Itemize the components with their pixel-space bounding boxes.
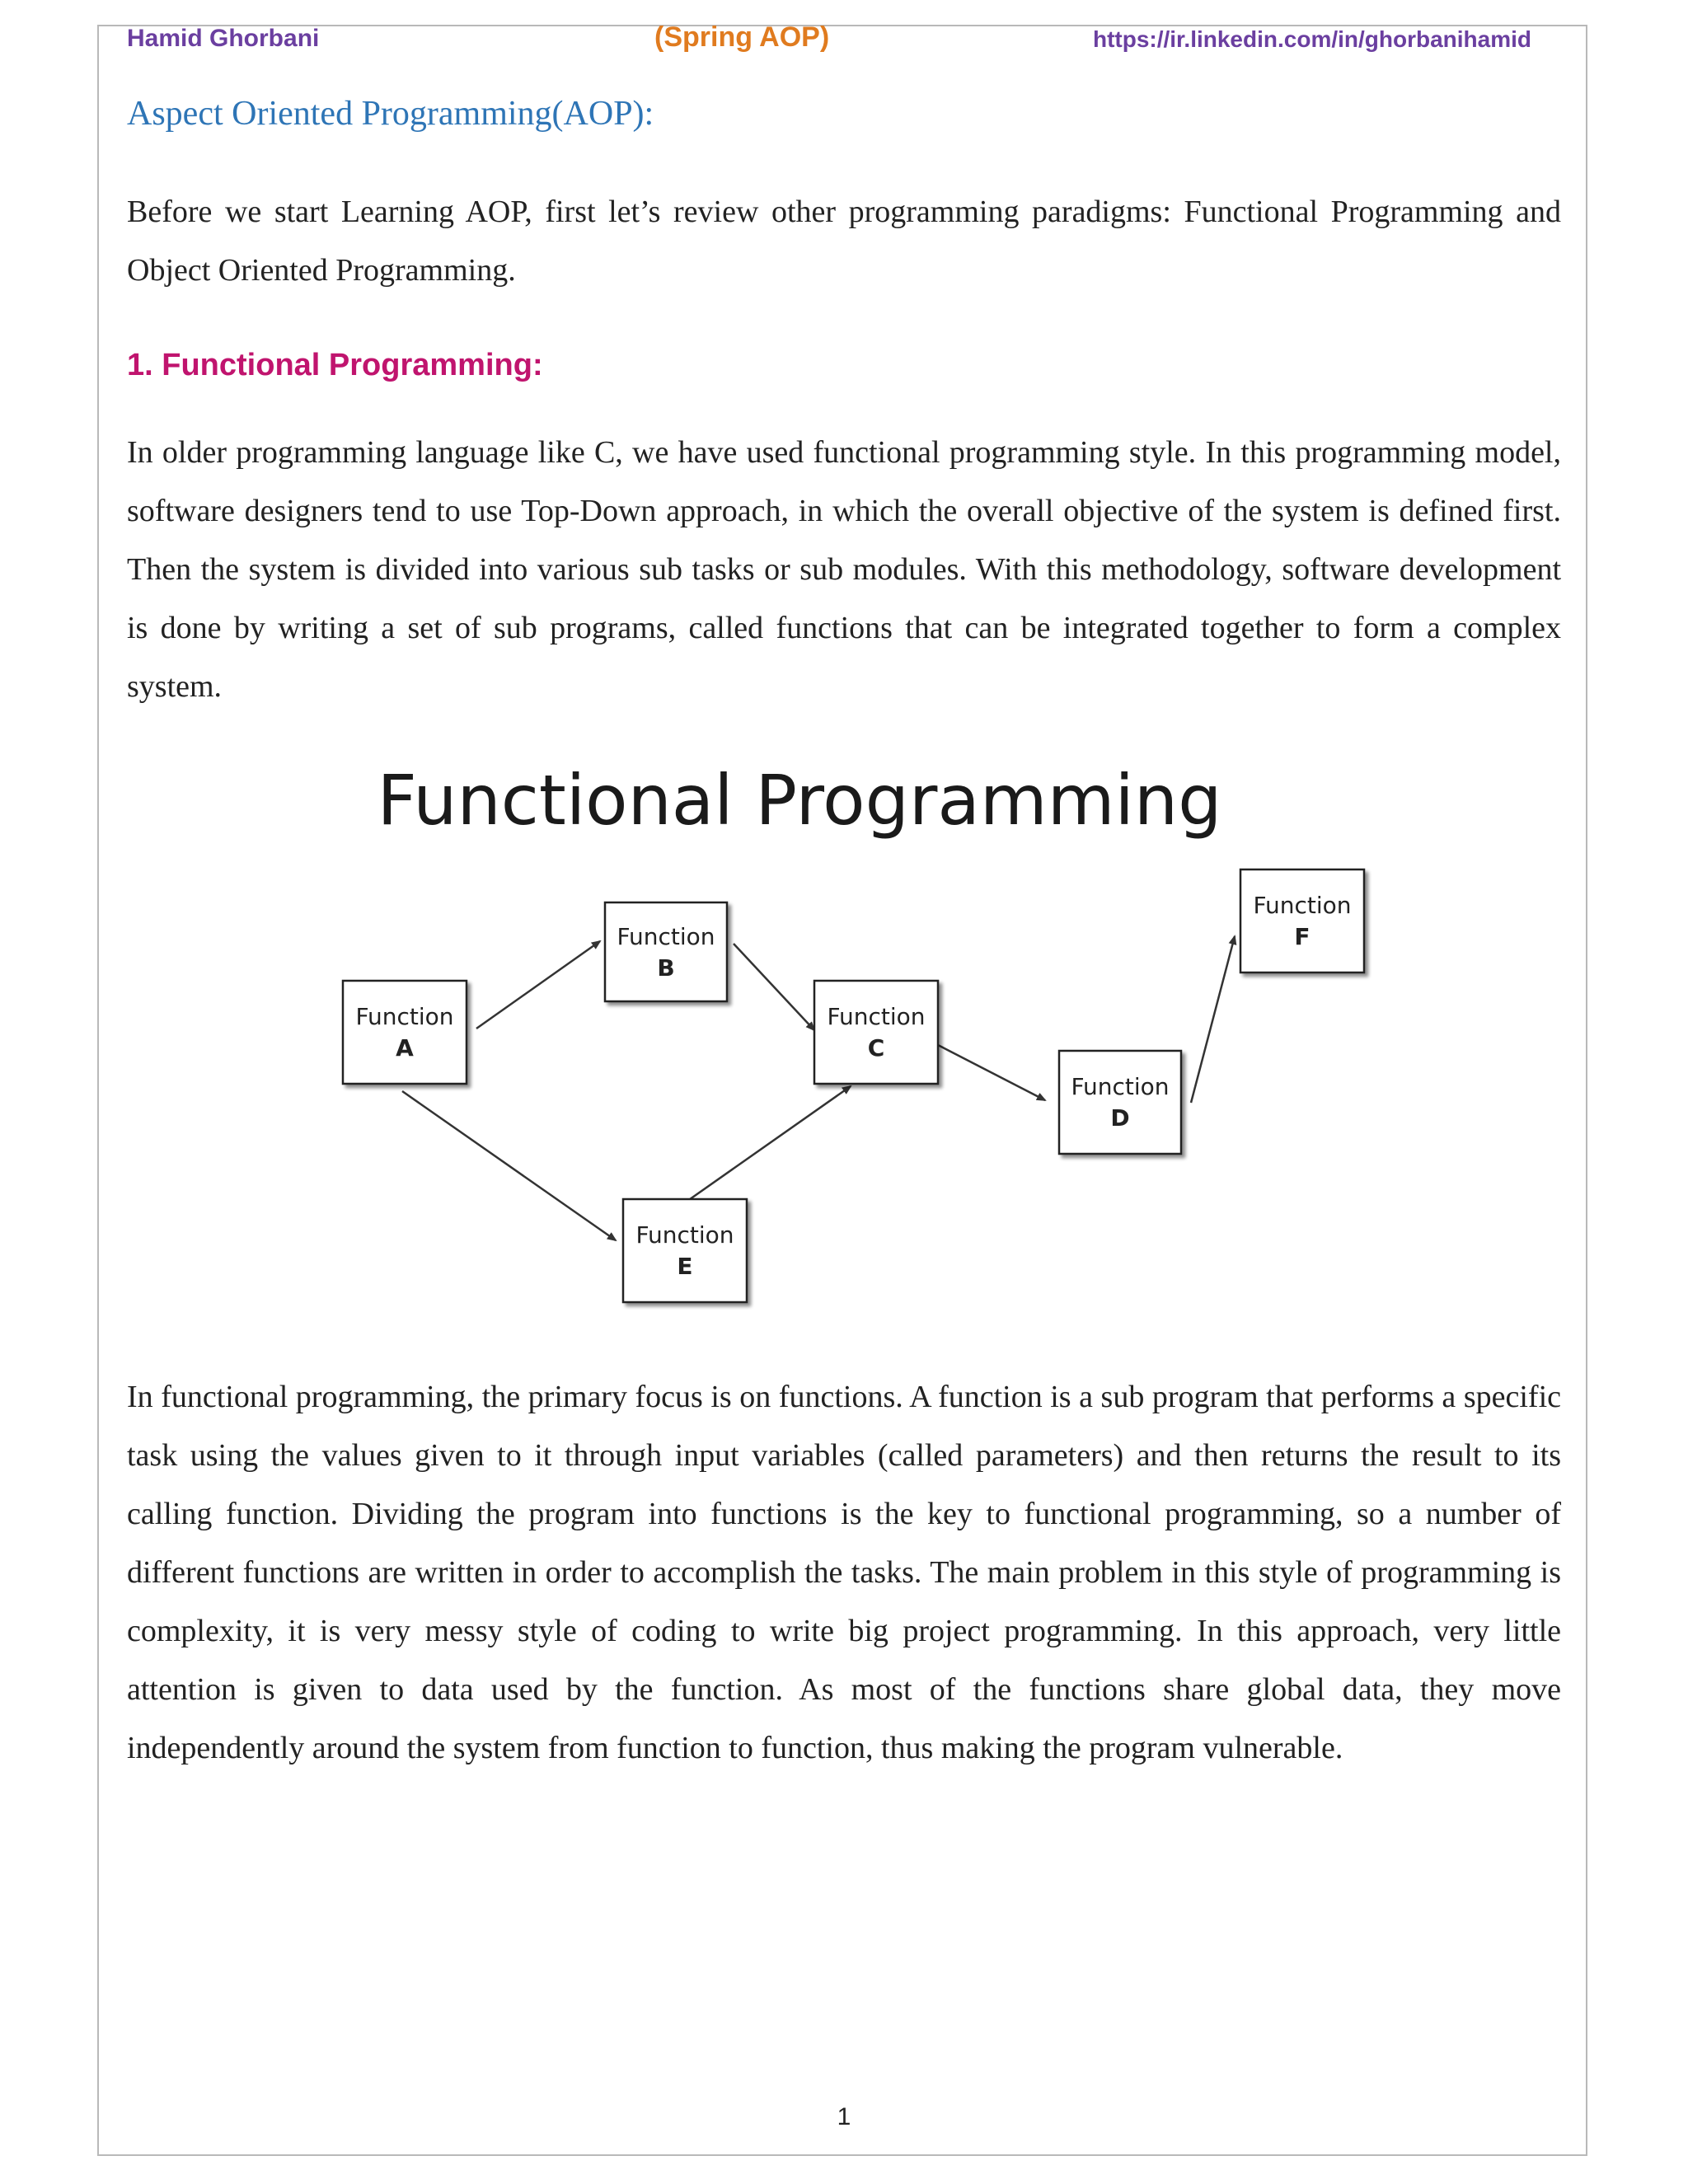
header-link[interactable]: https://ir.linkedin.com/in/ghorbanihamid [1092, 26, 1531, 52]
node-function-e [623, 1199, 747, 1302]
page-header [97, 21, 1587, 53]
node-c-letter: C [867, 1034, 885, 1062]
node-function-f [1240, 869, 1364, 972]
section-heading-functional-programming: 1. Functional Programming: [127, 348, 543, 382]
node-function-b [605, 902, 727, 1001]
page-number: 1 [837, 2103, 851, 2130]
arrow-d-to-f [1191, 936, 1235, 1103]
diagram-svg [313, 742, 1385, 1335]
after-diagram-section [127, 1368, 1561, 1778]
node-d-letter: D [1110, 1104, 1130, 1132]
main-content [127, 82, 1561, 716]
page-title: Aspect Oriented Programming(AOP): [127, 95, 654, 133]
node-a-label: Function [355, 1003, 454, 1030]
node-c-label: Function [827, 1003, 926, 1030]
node-f-label: Function [1253, 892, 1352, 919]
functional-programming-paragraph-1: In older programming language like C, we have used functional programming style. In this programming model, software designers tend to use Top-Down approach, in which the overall objective of the system is defined first. Then the system is divided into various sub tasks or sub modules. With this methodology, software development is done by writing a set of sub programs, called functions that can be integrated together to form a complex system. [127, 435, 1561, 704]
arrow-a-to-b [476, 941, 600, 1029]
header-author: Hamid Ghorbani [127, 25, 320, 52]
functional-programming-diagram [313, 742, 1385, 1335]
node-function-c [814, 981, 938, 1084]
node-function-a [343, 981, 467, 1084]
node-function-d [1059, 1051, 1181, 1154]
node-f-letter: F [1294, 923, 1311, 950]
functional-programming-paragraph-2: In functional programming, the primary focus is on functions. A function is a sub program that performs a specific task using the values given to it through input variables (called parameters) and then returns the result to its calling function. Dividing the program into functions is the key to functional programming, so a number of different functions are written in order to accomplish the tasks. The main problem in this style of programming is complexity, it is very messy style of coding to write big project programming. In this approach, very little attention is given to data used by the function. As most of the functions share global data, they move independently around the system from function to function, thus making the program vulnerable. [127, 1380, 1561, 1765]
node-e-label: Function [635, 1221, 734, 1249]
node-b-letter: B [657, 954, 675, 982]
node-d-label: Function [1071, 1073, 1170, 1100]
node-e-letter: E [677, 1253, 693, 1280]
intro-paragraph: Before we start Learning AOP, first let’s review other programming paradigms: Functional Programming and Object Oriented Programming. [127, 194, 1561, 288]
arrow-e-to-c [684, 1086, 851, 1203]
node-b-label: Function [617, 923, 715, 950]
diagram-title: Functional Programming [377, 760, 1222, 841]
header-topic: (Spring AOP) [654, 21, 830, 53]
arrow-a-to-e [402, 1091, 616, 1240]
arrow-c-to-d [938, 1045, 1045, 1100]
arrow-b-to-c [734, 944, 814, 1030]
node-a-letter: A [396, 1034, 414, 1062]
